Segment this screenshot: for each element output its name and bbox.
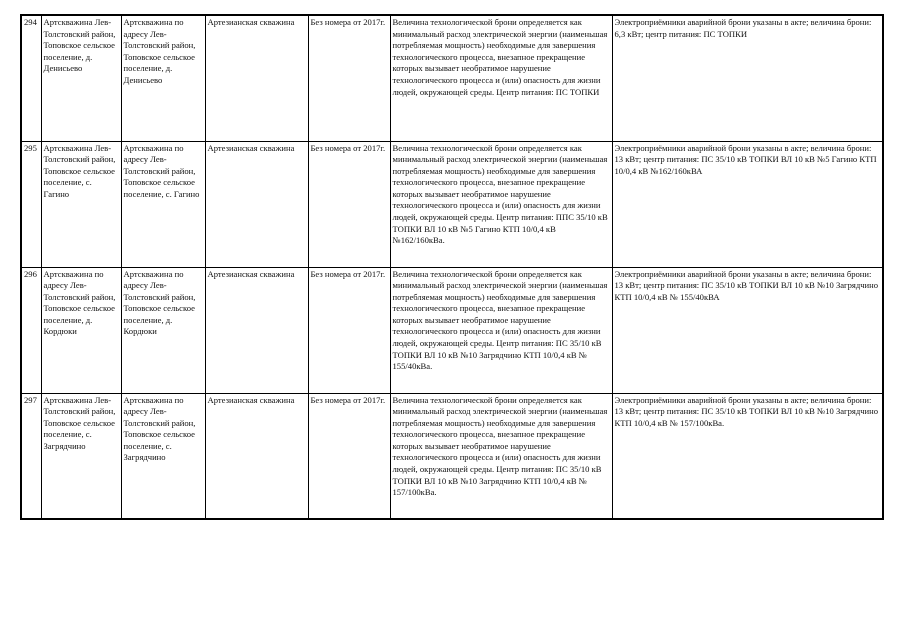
object-type: Артезианская скважина: [205, 15, 308, 141]
table-row: [21, 15, 883, 141]
row-number: 295: [21, 141, 41, 267]
object-address: Артскважина по адресу Лев-Толстовский район, Топовское сельское поселение, д. Кордюки: [121, 267, 205, 393]
reserve-reason: Величина технологической брони определяется как минимальный расход электрической энергии (наименьшая потребляемая мощность) необходимые для завершения технологического процесса, внезапное прекращение которых вызывает необратимое нарушение технологического процесса и (или) опасность для жизни людей, окружающей среды. Центр питания: ПС ТОПКИ: [390, 15, 612, 141]
row-number: 297: [21, 393, 41, 519]
object-name: Артскважина по адресу Лев-Толстовский район, Топовское сельское поселение, д. Кордюки: [41, 267, 121, 393]
table-row: [21, 267, 883, 393]
reserve-reason: Величина технологической брони определяется как минимальный расход электрической энергии (наименьшая потребляемая мощность) необходимые для завершения технологического процесса, внезапное прекращение которых вызывает необратимое нарушение технологического процесса и (или) опасность для жизни людей, окружающей среды. Центр питания: ПС 35/10 кВ ТОПКИ ВЛ 10 кВ №10 Загрядчино КТП 10/0,4 кВ № 157/100кВа.: [390, 393, 612, 519]
reserve-note: Электроприёмники аварийной брони указаны в акте; величина брони: 13 кВт; центр питания: ПС 35/10 кВ ТОПКИ ВЛ 10 кВ №5 Гагино КТП 10/0,4 кВ №162/160кВА: [612, 141, 883, 267]
object-type: Артезианская скважина: [205, 267, 308, 393]
reserve-reason: Величина технологической брони определяется как минимальный расход электрической энергии (наименьшая потребляемая мощность) необходимые для завершения технологического процесса, внезапное прекращение которых вызывает необратимое нарушение технологического процесса и (или) опасность для жизни людей, окружающей среды. Центр питания: ПС 35/10 кВ ТОПКИ ВЛ 10 кВ №10 Загрядчино КТП 10/0,4 кВ № 155/40кВа.: [390, 267, 612, 393]
document-page: [20, 14, 884, 520]
object-address: Артскважина по адресу Лев-Толстовский район, Топовское сельское поселение, с. Гагино: [121, 141, 205, 267]
row-number: 294: [21, 15, 41, 141]
row-number: 296: [21, 267, 41, 393]
act-document: Без номера от 2017г.: [308, 393, 390, 519]
reserve-note: Электроприёмники аварийной брони указаны в акте; величина брони: 13 кВт; центр питания: ПС 35/10 кВ ТОПКИ ВЛ 10 кВ №10 Загрядчино КТП 10/0,4 кВ № 157/100кВа.: [612, 393, 883, 519]
act-document: Без номера от 2017г.: [308, 141, 390, 267]
reserve-note: Электроприёмники аварийной брони указаны в акте; величина брони: 6,3 кВт; центр питания: ПС ТОПКИ: [612, 15, 883, 141]
emergency-reserve-table: [20, 14, 884, 520]
table-row: [21, 393, 883, 519]
object-type: Артезианская скважина: [205, 141, 308, 267]
table-row: [21, 141, 883, 267]
act-document: Без номера от 2017г.: [308, 15, 390, 141]
object-type: Артезианская скважина: [205, 393, 308, 519]
reserve-reason: Величина технологической брони определяется как минимальный расход электрической энергии (наименьшая потребляемая мощность) необходимые для завершения технологического процесса, внезапное прекращение которых вызывает необратимое нарушение технологического процесса и (или) опасность для жизни людей, окружающей среды. Центр питания: ППС 35/10 кВ ТОПКИ ВЛ 10 кВ №5 Гагино КТП 10/0,4 кВ №162/160кВа.: [390, 141, 612, 267]
object-address: Артскважина по адресу Лев-Толстовский район, Топовское сельское поселение, д. Денисьево: [121, 15, 205, 141]
act-document: Без номера от 2017г.: [308, 267, 390, 393]
object-name: Артскважина Лев-Толстовский район, Топовское сельское поселение, д. Денисьево: [41, 15, 121, 141]
object-address: Артскважина по адресу Лев-Толстовский район, Топовское сельское поселение, с. Загрядчино: [121, 393, 205, 519]
object-name: Артскважина Лев-Толстовский район, Топовское сельское поселение, с. Гагино: [41, 141, 121, 267]
reserve-note: Электроприёмники аварийной брони указаны в акте; величина брони: 13 кВт; центр питания: ПС 35/10 кВ ТОПКИ ВЛ 10 кВ №10 Загрядчино КТП 10/0,4 кВ № 155/40кВА: [612, 267, 883, 393]
object-name: Артскважина Лев-Толстовский район, Топовское сельское поселение, с. Загрядчино: [41, 393, 121, 519]
